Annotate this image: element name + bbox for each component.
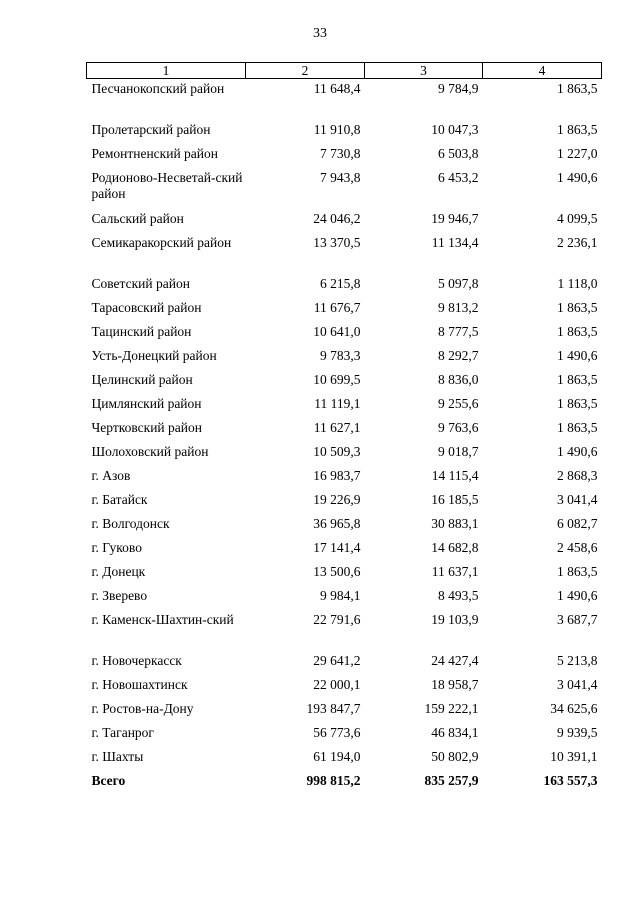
table-row	[87, 209, 602, 233]
row-value-col3: 8 493,5	[438, 588, 479, 603]
row-name: Тацинский район	[91, 324, 192, 339]
row-value-col2: 13 370,5	[313, 235, 361, 250]
row-value-col2: 36 965,8	[313, 516, 361, 531]
row-name: г. Донецк	[91, 564, 146, 579]
table-row	[87, 466, 602, 490]
table-row	[87, 233, 602, 274]
page-number: 33	[313, 26, 327, 41]
total-value-col4: 163 557,3	[543, 773, 598, 788]
row-value-col3: 19 103,9	[431, 612, 479, 627]
row-value-col3: 10 047,3	[431, 122, 479, 137]
table-row	[87, 490, 602, 514]
row-value-col4: 1 863,5	[557, 564, 598, 579]
row-value-col3: 8 836,0	[438, 372, 479, 387]
row-value-col2: 7 943,8	[320, 170, 361, 185]
row-value-col2: 19 226,9	[313, 492, 361, 507]
row-name: г. Таганрог	[91, 725, 154, 740]
row-value-col2: 11 648,4	[313, 81, 361, 96]
budget-table	[86, 62, 602, 795]
row-value-col3: 11 134,4	[431, 235, 479, 250]
table-row	[87, 651, 602, 675]
table-row	[87, 675, 602, 699]
row-value-col3: 8 777,5	[438, 324, 479, 339]
column-header-2: 2	[246, 63, 365, 79]
row-name: г. Гуково	[91, 540, 142, 555]
table-row	[87, 514, 602, 538]
row-value-col2: 7 730,8	[320, 146, 361, 161]
total-label: Всего	[91, 773, 126, 788]
table-row	[87, 120, 602, 144]
total-value-col2: 998 815,2	[306, 773, 361, 788]
row-value-col3: 9 255,6	[438, 396, 479, 411]
row-value-col4: 1 863,5	[557, 372, 598, 387]
row-value-col4: 1 863,5	[557, 300, 598, 315]
row-name: Советский район	[91, 276, 190, 291]
row-name: г. Каменск-Шахтин-ский	[91, 612, 234, 627]
row-value-col2: 11 119,1	[314, 396, 361, 411]
row-name: Цимлянский район	[91, 396, 202, 411]
row-name: г. Шахты	[91, 749, 144, 764]
row-value-col4: 34 625,6	[550, 701, 598, 716]
table-body	[87, 79, 602, 796]
row-value-col2: 11 910,8	[313, 122, 361, 137]
row-name: г. Новочеркасск	[91, 653, 182, 668]
row-value-col3: 9 784,9	[438, 81, 479, 96]
row-name: Шолоховский район	[91, 444, 209, 459]
row-value-col3: 8 292,7	[438, 348, 479, 363]
row-value-col4: 10 391,1	[550, 749, 598, 764]
row-value-col4: 1 490,6	[557, 348, 598, 363]
total-row	[87, 771, 602, 795]
row-value-col4: 6 082,7	[557, 516, 598, 531]
row-name: Тарасовский район	[91, 300, 202, 315]
row-value-col3: 14 115,4	[431, 468, 479, 483]
table-row	[87, 298, 602, 322]
row-name: Пролетарский район	[91, 122, 211, 137]
row-value-col3: 6 453,2	[438, 170, 479, 185]
row-value-col3: 5 097,8	[438, 276, 479, 291]
row-value-col2: 10 641,0	[313, 324, 361, 339]
row-value-col4: 1 863,5	[557, 324, 598, 339]
row-value-col2: 22 000,1	[313, 677, 361, 692]
row-value-col4: 1 863,5	[557, 122, 598, 137]
row-value-col2: 29 641,2	[313, 653, 361, 668]
row-value-col3: 46 834,1	[431, 725, 479, 740]
row-value-col4: 4 099,5	[557, 211, 598, 226]
row-value-col2: 22 791,6	[313, 612, 361, 627]
row-value-col2: 56 773,6	[313, 725, 361, 740]
row-value-col2: 11 627,1	[313, 420, 361, 435]
row-value-col3: 30 883,1	[431, 516, 479, 531]
row-value-col2: 16 983,7	[313, 468, 361, 483]
row-value-col3: 24 427,4	[431, 653, 479, 668]
column-header-4: 4	[483, 63, 602, 79]
row-value-col4: 3 041,4	[557, 677, 598, 692]
row-value-col2: 11 676,7	[313, 300, 361, 315]
row-value-col4: 1 227,0	[557, 146, 598, 161]
table-row	[87, 562, 602, 586]
total-value-col3: 835 257,9	[424, 773, 479, 788]
row-value-col2: 17 141,4	[313, 540, 361, 555]
row-value-col2: 24 046,2	[313, 211, 361, 226]
row-value-col4: 9 939,5	[557, 725, 598, 740]
table-row	[87, 144, 602, 168]
row-value-col4: 1 490,6	[557, 170, 598, 185]
row-value-col3: 19 946,7	[431, 211, 479, 226]
row-name: Целинский район	[91, 372, 193, 387]
table-row	[87, 538, 602, 562]
row-value-col2: 61 194,0	[313, 749, 361, 764]
table-row	[87, 394, 602, 418]
column-header-1: 1	[87, 63, 246, 79]
table-row	[87, 699, 602, 723]
row-name: г. Зверево	[91, 588, 148, 603]
row-name: г. Волгодонск	[91, 516, 170, 531]
row-name: Чертковский район	[91, 420, 202, 435]
row-value-col3: 9 018,7	[438, 444, 479, 459]
row-value-col3: 50 802,9	[431, 749, 479, 764]
row-value-col4: 5 213,8	[557, 653, 598, 668]
row-name: Усть-Донецкий район	[91, 348, 217, 363]
row-value-col3: 159 222,1	[424, 701, 479, 716]
table-row	[87, 442, 602, 466]
row-name: г. Ростов-на-Дону	[91, 701, 194, 716]
table-row	[87, 370, 602, 394]
table-header	[87, 63, 602, 79]
table-row	[87, 274, 602, 298]
row-value-col2: 6 215,8	[320, 276, 361, 291]
row-value-col4: 3 687,7	[557, 612, 598, 627]
header-row	[87, 63, 602, 79]
table-row	[87, 418, 602, 442]
table-row	[87, 747, 602, 771]
row-value-col3: 9 763,6	[438, 420, 479, 435]
table-row	[87, 610, 602, 651]
row-name: г. Новошахтинск	[91, 677, 188, 692]
row-name: Сальский район	[91, 211, 184, 226]
row-value-col3: 18 958,7	[431, 677, 479, 692]
table-row	[87, 586, 602, 610]
row-value-col2: 10 509,3	[313, 444, 361, 459]
row-name: Песчанокопский район	[91, 81, 225, 96]
table-row	[87, 322, 602, 346]
row-name: Ремонтненский район	[91, 146, 218, 161]
row-value-col3: 11 637,1	[431, 564, 479, 579]
row-value-col4: 1 490,6	[557, 444, 598, 459]
row-value-col3: 9 813,2	[438, 300, 479, 315]
column-header-3: 3	[365, 63, 483, 79]
row-value-col4: 1 490,6	[557, 588, 598, 603]
row-value-col4: 1 863,5	[557, 420, 598, 435]
row-name: г. Батайск	[91, 492, 148, 507]
row-value-col4: 2 868,3	[557, 468, 598, 483]
row-value-col2: 13 500,6	[313, 564, 361, 579]
row-value-col2: 9 783,3	[320, 348, 361, 363]
table-row	[87, 168, 602, 209]
row-value-col4: 2 236,1	[557, 235, 598, 250]
row-value-col2: 9 984,1	[320, 588, 361, 603]
table-row	[87, 723, 602, 747]
row-value-col4: 1 863,5	[557, 81, 598, 96]
row-value-col4: 1 118,0	[557, 276, 598, 291]
row-name: Родионово-Несветай-ский район	[91, 170, 243, 201]
row-value-col2: 10 699,5	[313, 372, 361, 387]
row-value-col2: 193 847,7	[306, 701, 361, 716]
row-value-col3: 16 185,5	[431, 492, 479, 507]
row-name: г. Азов	[91, 468, 131, 483]
row-value-col4: 3 041,4	[557, 492, 598, 507]
table-row	[87, 79, 602, 121]
row-name: Семикаракорский район	[91, 235, 232, 250]
table-row	[87, 346, 602, 370]
row-value-col4: 2 458,6	[557, 540, 598, 555]
row-value-col3: 6 503,8	[438, 146, 479, 161]
row-value-col4: 1 863,5	[557, 396, 598, 411]
row-value-col3: 14 682,8	[431, 540, 479, 555]
